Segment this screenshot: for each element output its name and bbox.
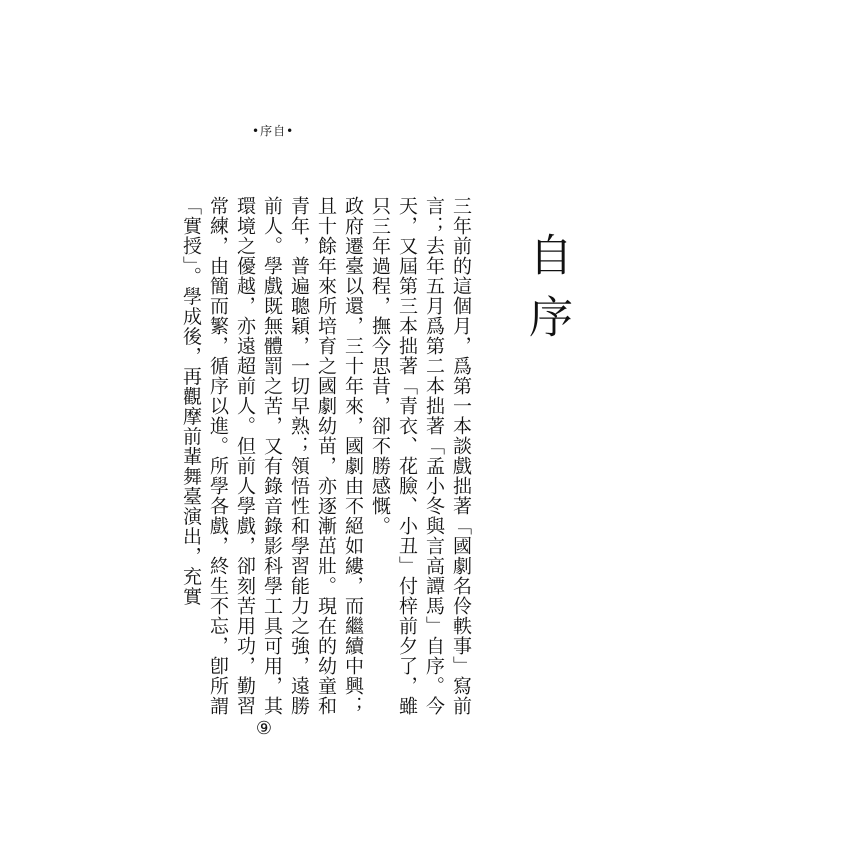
paragraph-2: 政府遷臺以還，三十年來，國劇由不絕如縷，而繼續中興；且十餘年來所培育之國劇幼苗，亦逐漸茁壯。現在的幼童和青年，普遍聰穎，一切早熟；領悟性和學習能力之強，遠勝前人。學戲既無體罰之苦，又有錄音錄影科學工具可用，其環境之優越，亦遠超前人。但前人學戲，卻刻苦用功，勤習常練，由簡而繁，循序以進。所學各戲，終生不忘，卽所謂「實授」。學成後，再觀摩前輩舞臺演出，充實 — [180, 196, 364, 716]
paragraph-1: 三年前的這個月，爲第一本談戲拙著「國劇名伶軼事」寫前言；去年五月爲第二本拙著「孟小冬與言高譚馬」自序。今天，又屆第三本拙著「青衣、花臉、小丑」付梓前夕了，雖只三年過程，撫今思昔，卻不勝感慨。 — [369, 196, 472, 716]
page-number: ⑨ — [255, 718, 273, 739]
chapter-title: 自序 — [521, 232, 572, 356]
body-text — [180, 158, 474, 718]
running-header: •序自• — [252, 124, 295, 138]
